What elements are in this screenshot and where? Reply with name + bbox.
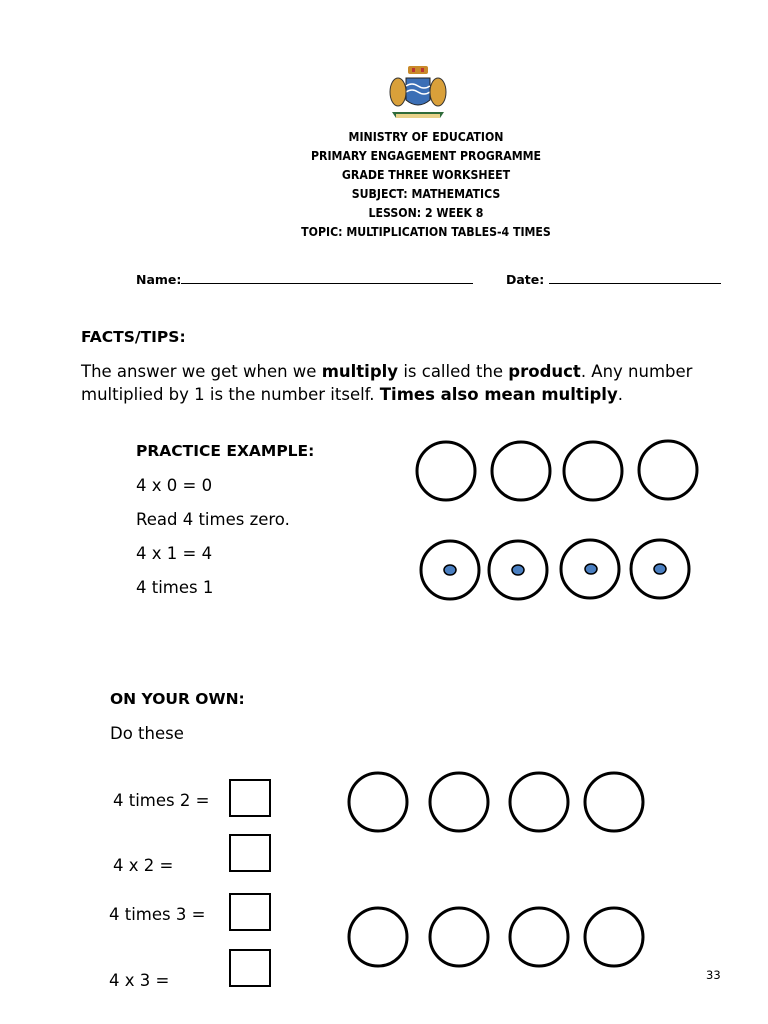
blue-dot — [585, 564, 597, 574]
empty-circle — [430, 773, 488, 831]
empty-circle — [492, 442, 550, 500]
answer-box[interactable] — [229, 779, 271, 817]
empty-circle — [430, 908, 488, 966]
empty-circle — [349, 908, 407, 966]
own-instruction: Do these — [110, 724, 184, 743]
empty-circle — [639, 441, 697, 499]
name-label: Name: — [136, 272, 182, 287]
page-number: 33 — [706, 968, 721, 982]
question-label: 4 times 2 = — [113, 791, 210, 810]
blue-dot — [512, 565, 524, 575]
practice-line: 4 times 1 — [136, 578, 214, 597]
facts-paragraph: The answer we get when we multiply is called the product. Any number multiplied by 1 is the number itself. Times also mean multiply. — [81, 362, 693, 404]
practice-line: 4 x 0 = 0 — [136, 476, 213, 495]
answer-box[interactable] — [229, 893, 271, 931]
empty-circle — [510, 908, 568, 966]
blue-dot — [654, 564, 666, 574]
date-label: Date: — [506, 272, 545, 287]
practice-line: 4 x 1 = 4 — [136, 544, 213, 563]
question-label: 4 x 3 = — [109, 971, 170, 990]
empty-circle — [349, 773, 407, 831]
header-ministry: MINISTRY OF EDUCATION — [348, 130, 504, 144]
header-programme: PRIMARY ENGAGEMENT PROGRAMME — [310, 149, 542, 163]
facts-title: FACTS/TIPS: — [81, 328, 186, 346]
blue-dot — [444, 565, 456, 575]
practice-title: PRACTICE EXAMPLE: — [136, 442, 315, 460]
empty-circle — [585, 908, 643, 966]
empty-circle — [510, 773, 568, 831]
question-label: 4 times 3 = — [109, 905, 206, 924]
header-lesson: LESSON: 2 WEEK 8 — [368, 206, 484, 220]
question-label: 4 x 2 = — [113, 856, 174, 875]
header-worksheet: GRADE THREE WORKSHEET — [341, 168, 511, 182]
answer-box[interactable] — [229, 834, 271, 872]
empty-circle — [417, 442, 475, 500]
empty-circle — [564, 442, 622, 500]
practice-line: Read 4 times zero. — [136, 510, 290, 529]
own-title: ON YOUR OWN: — [110, 690, 245, 708]
empty-circle — [585, 773, 643, 831]
answer-box[interactable] — [229, 949, 271, 987]
header-subject: SUBJECT: MATHEMATICS — [351, 187, 501, 201]
header-topic: TOPIC: MULTIPLICATION TABLES-4 TIMES — [301, 225, 551, 239]
